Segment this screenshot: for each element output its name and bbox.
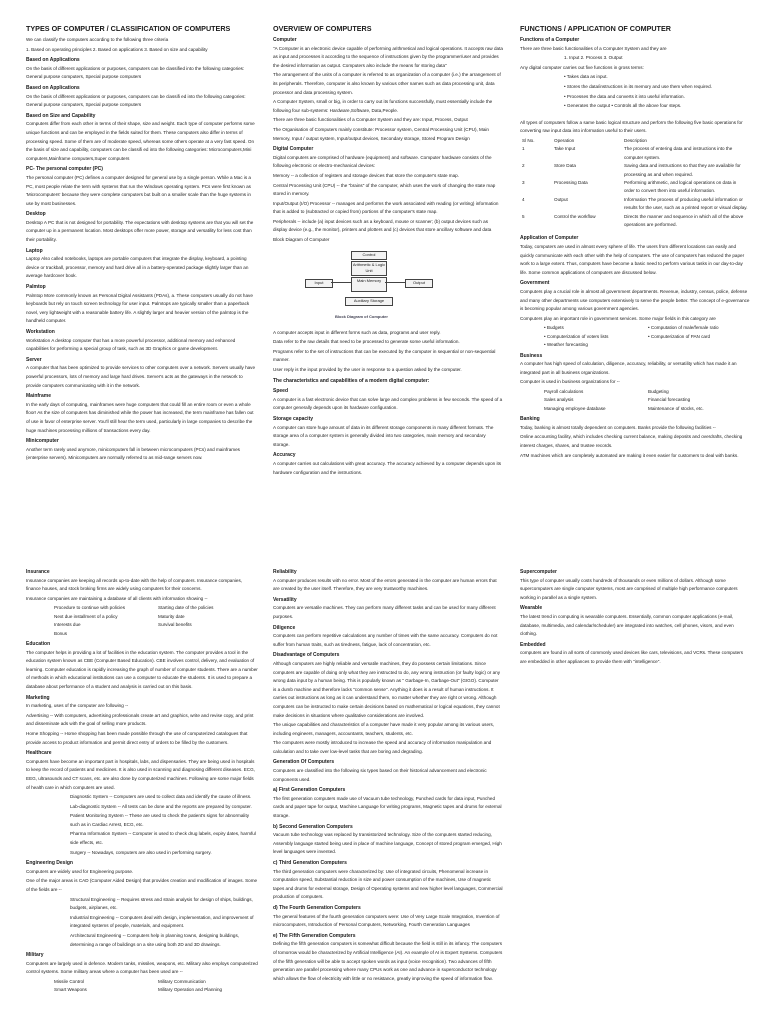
table-row	[520, 179, 750, 196]
paragraph: On the basis of different applications or purposes, computers can be classifi ed into the following categories: General purpose computers, Special purpose computers	[26, 93, 246, 108]
column-characteristics-cont	[273, 566, 503, 984]
paragraph: Input/Output (I/O) Processor -- manages and performs the work associated with reading (or writing) information that is added to (subtracted or copied from) portions of the computer's state map.	[273, 200, 499, 215]
paragraph: A Computer System, small or big, in order to carry out its functions successfully, must essentially include the following four sub-systems: Hardware,Software, Data,People.	[273, 99, 493, 113]
paragraph: Workstation A desktop computer that has a more powerful processor, additional memory and enhanced capabilities for performing a special group of task, such as 3D Graphics or game development.	[26, 337, 236, 352]
heading-size: Based on Size and Capability	[26, 112, 96, 119]
list-item: Managing employee database	[544, 405, 606, 411]
heading-third-generation: c) Third Generation Computers	[273, 860, 347, 866]
paragraph: Insurance companies are maintaining a database of all clients with information showing --	[26, 595, 208, 601]
list-item: Surgery -- Nowadays, computers are also used in performing surgery.	[70, 849, 212, 855]
heading-applications-2: Based on Applications	[26, 84, 80, 91]
paragraph: There are three basic functionalities of a Computer System and they are: Input, Process, Output	[273, 117, 468, 123]
paragraph: On the basis of different applications or purposes, computers can be classified into the following categories: General purpose computers, Special purpose computers	[26, 65, 245, 80]
heading-first-generation: a) First Generation Computers	[273, 787, 346, 794]
paragraph: The latest trend in computing is wearable computers. Essentially, common computer applications (e-mail, database, multimedia, and calendar/scheduler) are integrated into watches, cell phones, visors, and even clothing.	[520, 613, 734, 637]
heading-server: Server	[26, 356, 42, 363]
paragraph: Data refer to the raw details that need to be processed to generate some useful information.	[273, 339, 460, 345]
paragraph: A computer has high speed of calculation, diligence, accuracy, reliability, or versatility which has made it an integrated part in all business organizations.	[520, 361, 737, 375]
paragraph: Palmtop More commonly known as Personal Digital Assistants (PDAs), a. These computers usually do not have keyboards but rely on touch screen technology for user input. Palmtops are typically smaller than a paperback novel, very lightweight with a reasonable battery life. A slightly larger and heavier version of the palmtop is the handheld computer.	[26, 292, 253, 324]
list-item: • Generates the output • Controls all the above four steps.	[564, 103, 682, 109]
heading-accuracy: Accuracy	[273, 452, 296, 459]
paragraph: Home Shopping -- Home shopping has been made possible through the use of computerized catalogues that provide access to product information and permit direct entry of orders to be filled by the customers.	[26, 730, 248, 745]
heading-military: Military	[26, 952, 44, 959]
heading-healthcare: Healthcare	[26, 750, 52, 757]
heading-computer: Computer	[273, 37, 297, 43]
paragraph: Computers play an important role in government services. Some major fields in this category are	[520, 315, 716, 321]
list-item: Diagnostic System -- Computers are used to collect data and identify the cause of illness.	[70, 794, 252, 800]
list-item: Missile Control	[54, 978, 85, 984]
paragraph: The Organisation of Computers mainly constitute: Processor system, Central Processing Unit (CPU), Main Memory, Input / output system, Input/output devices, Secondary storage, Stored Program Design	[273, 126, 489, 141]
paragraph: 1. Based on operating principles 2. Based on applications 3. Based on size and capability	[26, 46, 208, 52]
list-item: • Computerization of voters lists	[544, 333, 609, 339]
heading-education: Education	[26, 641, 51, 647]
list-item: Smart Weapons	[54, 987, 87, 993]
heading-second-generation: b) Second Generation Computers	[273, 823, 353, 830]
list-item: Architectural Engineering -- Computers help in planning towns, designing buildings, determining a range of buildings on a site using both 2D and 3D drawings.	[70, 933, 240, 947]
list-item: Procedure to continue with policies	[54, 605, 125, 611]
paragraph: 1. Input 2. Process 3. Output	[564, 55, 623, 61]
heading-characteristics: The characteristics and capabilities of a modern digital computer:	[273, 377, 430, 384]
column-types-cont	[520, 566, 750, 668]
paragraph: The arrangement of the units of a computer is referred to as organization of a computer (i.e.) the arrangement of its peripherals. Therefore, computer is also known by various other names such as data processing unit, data processor and data processing system.	[273, 72, 501, 95]
paragraph: Vacuum tube technology was replaced by transistorized technology. Size of the computers started reducing, Assembly language started being used in place of machine language, Concept of stored program emerged, High level languages were invented.	[273, 832, 502, 855]
paragraph: A computer carries out calculations with great accuracy. The accuracy achieved by a computer depends upon its hardware configuration and the instructions.	[273, 460, 502, 475]
business-list	[542, 388, 706, 413]
paragraph: Computer is used in business organizations for --	[520, 379, 620, 385]
paragraph: "A Computer is an electronic device capable of performing arithmetical and logical operations. It accepts raw data as input and processes it according to the sequence of instructions given by the programmer/user and provides the desired information as output. Computers also include the means for storing data"	[273, 45, 503, 68]
paragraph: This type of computer usually costs hundreds of thousands or even millions of dollars. Although some supercomputers are single computer systems, most are comprised of multiple high performance computers working in parallel as a single system.	[520, 577, 738, 600]
table-header-row	[520, 137, 750, 145]
table-cell: 1	[522, 146, 525, 152]
section-title-overview: OVERVIEW OF COMPUTERS	[273, 24, 372, 33]
paragraph: Memory -- a collection of registers and storage devices that store the computer's state map.	[273, 172, 459, 178]
paragraph: Computers can perform repetitive calculations any number of times with the same accuracy. Computers do not suffer from human traits, such as tiredness, fatigue, lack of concentration, etc.	[273, 633, 498, 647]
diagram-output-box: Output	[405, 279, 433, 288]
list-item: Starting date of the policies	[158, 605, 214, 611]
table-cell: 5	[522, 213, 525, 219]
table-cell: Take Input	[554, 146, 576, 152]
paragraph: Desktop A PC that is not designed for portability. The expectations with desktop systems are that you will set the computer up in a permanent location. Most desktops offer more power, storage and versatility for less cost than their portability.	[26, 219, 254, 243]
paragraph: A computer that has been optimized to provide services to other computers over a network. Servers usually have powerful processors, lots of memory and large hard drives. Server's acts as the gateways in the network to provide computers communicating with it in the network.	[26, 365, 256, 388]
paragraph: Advertising -- With computers, advertising professionals create art and graphics, write and revise copy, and print and disseminate ads with the goal of selling more products.	[26, 712, 254, 727]
heading-laptop: Laptop	[26, 247, 43, 254]
table-cell: Information The process of producing useful information or results for the user, such as a printed report or visual display.	[624, 196, 748, 211]
heading-engineering: Engineering Design	[26, 860, 73, 867]
heading-diligence: Diligence	[273, 624, 296, 631]
list-item: Structural Engineering -- Requires stress and strain analysis for design of ships, buildings, budgets, airplanes, etc.	[70, 896, 253, 911]
paragraph: Computers are versatile machines. They can perform many different tasks and can be used for many different purposes.	[273, 605, 496, 619]
paragraph: One of the major areas is CAD (Computer Aided Design) that provides creation and modification of images. Some of the fields are --	[26, 878, 258, 893]
paragraph: Computers differ from each other in terms of their shape, size and weight. Each type of computer performs some unique functions and can be employed in the fields suited for them. These computers also differ in terms of processing speed. Some of them are of moderate speed, whereas some others operate at a very fast speed. On the basis of size and capability, computers can be classifi ed into the following categories: Microcomputers,Mini computers,Mainframe computers,Super computers	[26, 121, 255, 161]
heading-speed: Speed	[273, 388, 289, 395]
heading-desktop: Desktop	[26, 211, 46, 218]
table-row	[520, 145, 750, 162]
list-item: Maintenance of stocks, etc.	[648, 405, 704, 411]
section-title-classification: TYPES OF COMPUTER / CLASSIFICATION OF COMPUTERS	[26, 24, 231, 33]
list-item: • Processes the data and converts it into useful information.	[564, 93, 685, 99]
paragraph: The computers were mostly introduced to increase the speed and accuracy of information manipulation and calculation and to take over low-level tasks that are boring and degrading.	[273, 740, 492, 754]
paragraph: Computers are largely used in defence. Modern tanks, missiles, weapons, etc. Military also employs computerized control systems. Some military areas where a computer has been used are --	[26, 960, 258, 975]
list-item: Industrial Engineering -- Computers deal with design, implementation, and improvement of integrated systems of people, materials, and equipment.	[70, 914, 254, 929]
table-cell: Directs the manner and sequence in which all of the above operations are performed.	[624, 213, 744, 227]
paragraph: A computer produces results with no error. Most of the errors generated in the computer are human errors that are created by the user itself. Therefore, they are very trustworthy machines.	[273, 577, 497, 592]
list-item: Survival benefits	[158, 622, 192, 628]
paragraph: Defining the fifth generation computers is somewhat difficult because the field is still in its infancy. The computers of tomorrow would be characterized by Artificial Intelligence (AI). An example of AI is Expert Systems. Computers of the fifth generation will be able to accept spoken words as input (voice recognition). Two advances of fifth generation are parallel processing where many CPUs work as one and advance in superconductor technology which allows the flow of electricity with little or no resistance, greatly improving the speed of information flow.	[273, 941, 503, 981]
paragraph: ATM machines which are completely automated are making it even easier for customers to deal with banks.	[520, 452, 739, 458]
paragraph: The unique capabilities and characteristics of a computer have made it very popular among its various users, including engineers, managers, accountants, teachers, students, etc.	[273, 722, 495, 736]
paragraph: Laptop Also called notebooks, laptops are portable computers that integrate the display, keyboard, a pointing device or trackball, processor, memory and hard drive all in a battery-operated package slightly larger than an average hardcover book.	[26, 256, 249, 279]
government-list	[542, 324, 721, 349]
heading-fourth-generation: d) The Fourth Generation Computers	[273, 904, 361, 911]
military-list	[52, 978, 224, 995]
paragraph: User reply is the input provided by the user in response to a question asked by the computer.	[273, 367, 462, 373]
paragraph: The third generation computers were characterized by: Use of integrated circuits, Phenomenal increase in computation speed, Substantial reduction in size and power consumption of the machines, Use of magnetic tapes and drums for external storage, Design of Operating systems and new higher level languages, Commercial production of computers.	[273, 868, 503, 900]
list-item: Next due installment of a policy	[54, 613, 118, 619]
diagram-caption: Block Diagram of Computer	[335, 313, 388, 319]
heading-banking: Banking	[520, 416, 540, 423]
heading-digital-computer: Digital Computer	[273, 146, 314, 153]
table-cell: 3	[522, 179, 525, 185]
column-functions	[520, 24, 750, 461]
heading-pc: PC- The personal computer (PC)	[26, 166, 103, 173]
heading-application: Application of Computer	[520, 235, 579, 242]
diagram-alu-box: Arithmetic & Logic Unit	[351, 261, 387, 276]
list-item: Pharma Information System -- Computer is used to check drug labels, expiry dates, harmful side effects, etc.	[70, 831, 256, 846]
list-item: • Computerization of PAN card	[648, 333, 711, 339]
table-row	[520, 196, 750, 213]
paragraph: A computer accepts input in different forms such as data, programs and user reply.	[273, 329, 441, 335]
heading-workstation: Workstation	[26, 329, 55, 335]
diagram-input-box: Input	[305, 279, 333, 288]
paragraph: Computers play a crucial role in almost all government departments. Revenue, industry, census, police, defense and many other departments use computers extensively to serve the people better. The concept of e-governance is becoming popular among various government agencies.	[520, 288, 750, 312]
table-cell: 2	[522, 163, 525, 169]
heading-functions: Functions of a Computer	[520, 37, 580, 43]
table-row	[520, 162, 750, 179]
paragraph: Insurance companies are keeping all records up-to-date with the help of computers. Insurance companies, finance houses, and stock broking firms are widely using computers for their concerns.	[26, 577, 243, 592]
heading-disadvantage: Disadvantage of Computers	[273, 652, 340, 659]
paragraph: Online accounting facility, which includes checking current balance, making deposits and overdrafts, checking interest charges, shares, and trustee records.	[520, 434, 743, 448]
paragraph: Block Diagram of Computer	[273, 237, 330, 243]
list-item: Interests due	[54, 622, 81, 628]
paragraph: A computer is a fast electronic device that can solve large and complex problems in few seconds. The speed of a computer generally depends upon its hardware configuration.	[273, 396, 503, 411]
paragraph: Any digital computer carries out five functions in gross terms:	[520, 64, 644, 70]
heading-government: Government	[520, 280, 550, 287]
column-classification	[26, 24, 258, 464]
heading-marketing: Marketing	[26, 694, 50, 701]
paragraph: Another term rarely used anymore, minicomputers fall in between microcomputers (PCs) and mainframes (enterprise servers). Minicomputers are normally referred to as mid-range servers now.	[26, 446, 240, 461]
paragraph: Programs refer to the set of instructions that can be executed by the computer in sequential or non-sequential manner.	[273, 348, 496, 363]
paragraph: In the early days of computing, mainframes were huge computers that could fill an entire room or even a whole floor! As the size of computers has diminished while the power has increased, the term mainframe has fallen out of use in favor of enterprise server. You'll still hear the term used, particularly in large companies to describe the huge machines processing millions of transactions every day.	[26, 401, 254, 433]
operations-table	[520, 137, 750, 229]
heading-storage: Storage capacity	[273, 416, 314, 422]
table-header: Operation	[554, 137, 575, 143]
list-item: Lab-diagnostic System -- All tests can be done and the reports are prepared by computer.	[70, 803, 252, 809]
table-cell: Control the workflow	[554, 213, 596, 219]
heading-supercomputer: Supercomputer	[520, 569, 557, 575]
heading-versatility: Versatility	[273, 596, 297, 603]
heading-reliability: Reliability	[273, 569, 297, 575]
heading-embedded: Embedded	[520, 641, 546, 648]
paragraph: Peripherals -- include (a) input devices such as a keyboard, mouse or scanner; (b) output devices such as display device (e.g., the monitor), printers and plotters and (c) devices that store ancillary software and data	[273, 218, 492, 233]
heading-minicomputer: Minicomputer	[26, 438, 59, 445]
table-cell: Performing arithmetic, and logical operations on data in order to convert them into useful information.	[624, 179, 737, 194]
paragraph: Today, computers are used in almost every sphere of life. The users from different locations can easily and quickly communicate with each other with the help of computers. The use of computers has reduced the paper work to a large extent. Thus, computers have become a basic need to perform various tasks in our day-to-day life. Some common applications of computers are discussed below.	[520, 244, 745, 275]
paragraph: The personal computer (PC) defines a computer designed for general use by a single person. While a Mac is a PC, most people relate the term with systems that run the Windows operating system. PCs were first known as 'Microcomputers' because they were complete computers but built on a smaller scale than the huge systems in use by most businesses.	[26, 174, 251, 206]
list-item: • Takes data as input.	[564, 74, 608, 80]
block-diagram	[291, 251, 441, 323]
list-item: Military Operation and Planning	[158, 987, 223, 993]
heading-applications: Based on Applications	[26, 57, 80, 64]
section-title-functions: FUNCTIONS / APPLICATION OF COMPUTER	[520, 24, 671, 33]
list-item: Financial forecasting	[648, 397, 691, 403]
table-cell: Output	[554, 196, 568, 202]
table-cell: 4	[522, 196, 525, 202]
list-item: • Weather forecasting	[544, 342, 588, 348]
paragraph: Digital computers are comprised of hardware (equipment) and software. Computer hardware consists of the following electronic or electro-mechanical devices:	[273, 154, 492, 169]
heading-mainframe: Mainframe	[26, 393, 52, 400]
heading-wearable: Wearable	[520, 605, 543, 612]
paragraph: Although computers are highly reliable and versatile machines, they do possess certain limitations. Since computers are capable of doing only what they are instructed to do, any wrong instruction (or faulty logic) or any wrong data input by a human being. This is popularly known as " Garbage-In, Garbage-Out" (GIGO). Computer is a dumb machine and therefore lacks "common sense". Anything it does is a result of human instructions. It carries out instructions as long as it can understand them, no matter whether they are right or wrong. Although computers can be instructed to make certain decisions based on mathematical or logical equations, they cannot make decisions in situations where qualitative considerations are involved.	[273, 660, 501, 718]
paragraph: Computers have become an important part in hospitals, labs, and dispensaries. They are being used in hospitals to keep the record of patients and medicines. It is also used in scanning and diagnosing different diseases. ECG, EEG, ultrasounds and CT scans, etc. are also done by computerized machines. Following are some major fields of health care in which computers are used.	[26, 758, 255, 790]
paragraph: In marketing, uses of the computer are following --	[26, 703, 129, 709]
list-item: Military Communication	[158, 978, 206, 984]
list-item: • Stores the data/instructions in its memory and use them when required.	[564, 83, 712, 89]
paragraph: All types of computers follow a same basic logical structure and perform the following five basic operations for converting raw input data into information useful to their users.	[520, 119, 743, 134]
column-overview	[273, 24, 503, 478]
table-row	[520, 213, 750, 230]
list-item: Bonus	[54, 630, 68, 636]
paragraph: Computers are widely used for Engineering purpose.	[26, 868, 134, 874]
paragraph: computers are found in all sorts of commonly used devices like cars, televisions, and VCRs. These computers are embedded in other appliances to provide them with "intelligence".	[520, 650, 744, 664]
heading-generations: Generation Of Computers	[273, 759, 335, 766]
list-item: Payroll calculations	[544, 388, 584, 394]
heading-insurance: Insurance	[26, 569, 50, 575]
list-item: Sales analysis	[544, 397, 574, 403]
paragraph: There are three basic functionalities of a Computer System and they are	[520, 45, 667, 51]
diagram-main-memory-box: Main Memory	[351, 277, 387, 292]
paragraph: The computer helps in providing a lot of facilities in the education system. The computer provides a tool in the education system known as CBE (Computer Based Education). CBE involves control, delivery, and evaluation of learning. Computer education is rapidly increasing the graph of number of computer students. There are a number of methods in which educational institutions can use a computer to educate the students. It is used to prepare a database about performance of a student and analysis is carried out on this basis.	[26, 649, 258, 689]
heading-fifth-generation: e) The Fifth Generation Computers	[273, 932, 356, 939]
table-cell: Processing Data	[554, 179, 588, 185]
table-cell: Saving data and instructions so that they are available for processing as and when required.	[624, 163, 741, 177]
column-applications-cont	[26, 566, 258, 995]
paragraph: Computers are classified into the following six types based on their historical advancement and electronic components used.	[273, 768, 487, 782]
list-item: Maturity date	[158, 613, 185, 619]
heading-palmtop: Palmtop	[26, 284, 46, 291]
paragraph: The general features of the fourth generation computers were: Use of Very Large Scale Integration, Invention of microcomputers, Introduction of Personal Computers, Networking, Fourth Generation Languages	[273, 913, 500, 928]
table-header: Description	[624, 137, 647, 143]
diagram-control-box: Control	[351, 251, 387, 260]
paragraph: The first generation computers made use of Vacuum tube technology, Punched cards for data input, Punched cards and paper tape for output, Machine Language for writing programs, Magnetic tapes and drums for external storage.	[273, 795, 502, 819]
paragraph: Today, banking is almost totally dependent on computers. Banks provide the following facilities --	[520, 424, 716, 430]
diagram-arrow	[385, 282, 405, 283]
table-cell: The process of entering data and instructions into the computer system.	[624, 146, 733, 160]
paragraph: A computer can store huge amount of data in its different storage components in many different formats. The storage area of a computer system is generally divided into two categories, main memory and secondary storage.	[273, 424, 494, 447]
diagram-arrow	[331, 282, 351, 283]
diagram-aux-storage-box: Auxiliary Storage	[345, 297, 393, 306]
list-item: Budgeting	[648, 388, 669, 394]
list-item: • Budgets	[544, 325, 564, 331]
insurance-list	[52, 604, 215, 638]
list-item: Patient Monitoring System -- These are used to check the patient's signs for abnormality such as in Cardiac Arrest, ECG, etc.	[70, 813, 250, 827]
paragraph: Central Processing Unit (CPU) -- the "brains" of the computer, which uses the work of changing the state map stored in memory.	[273, 182, 496, 197]
paragraph: We can classify the computers according to the following three criteria	[26, 37, 169, 42]
list-item: • Computation of male/female ratio	[648, 325, 719, 331]
table-cell: Store Data	[554, 163, 576, 169]
heading-business: Business	[520, 352, 543, 359]
table-header: Sl No.	[522, 137, 535, 143]
